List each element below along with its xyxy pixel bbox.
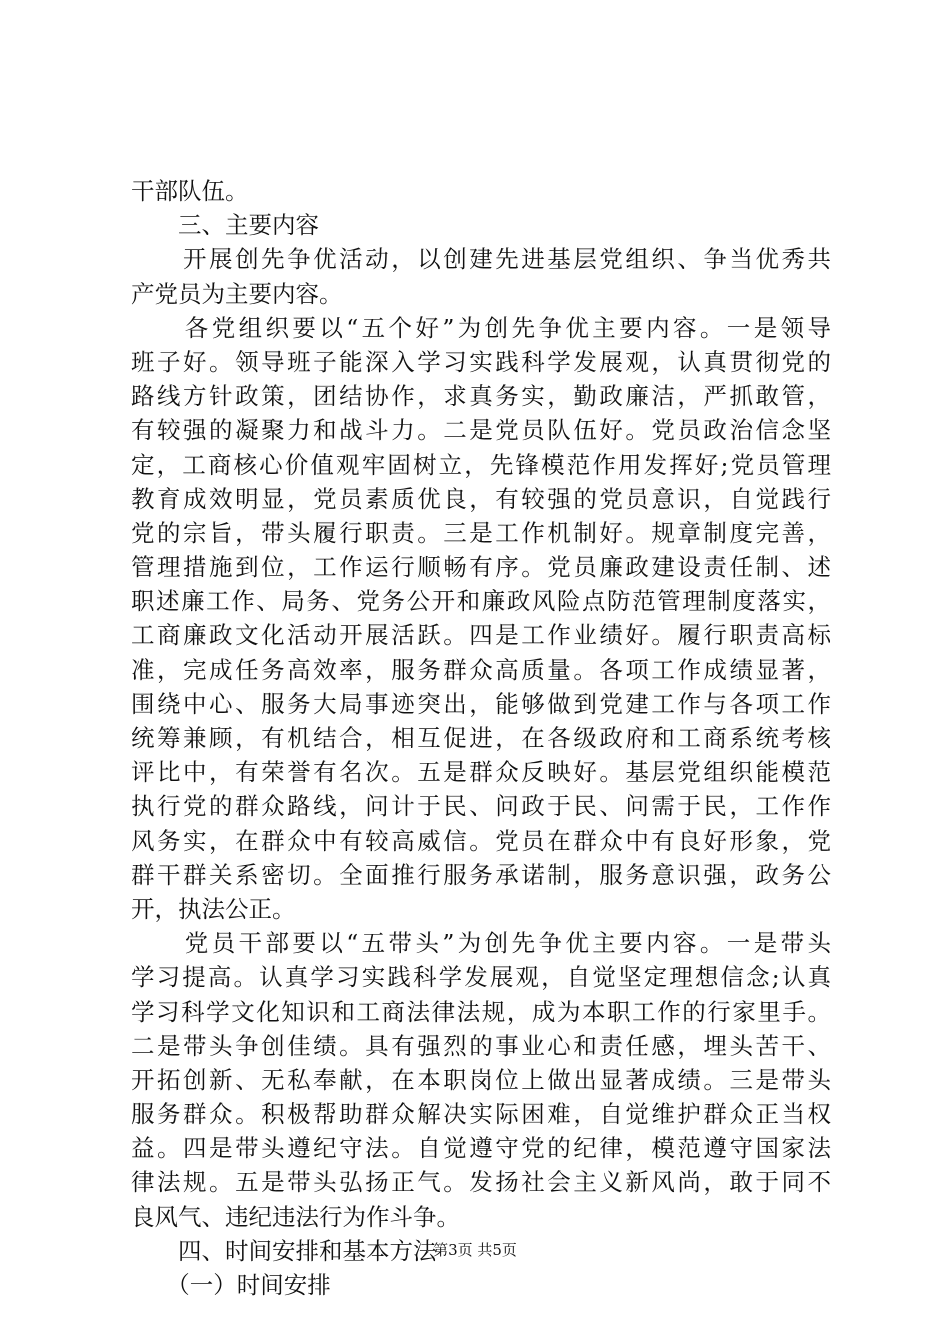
text-line: 统筹兼顾，有机结合，相互促进，在各级政府和工商系统考核 [131,724,831,752]
text-line: 学习科学文化知识和工商法律法规，成为本职工作的行家里手。 [131,997,831,1026]
text-line: 管理措施到位，工作运行顺畅有序。党员廉政建设责任制、述 [131,553,831,582]
text-line: 有较强的凝聚力和战斗力。二是党员队伍好。党员政治信念坚 [131,416,831,445]
text-line: 二是带头争创佳绩。具有强烈的事业心和责任感，埋头苦干、 [131,1031,831,1060]
page-footer [0,1240,950,1260]
text-line: 定，工商核心价值观牢固树立，先锋模范作用发挥好;党员管理 [131,450,831,479]
text-line: 律法规。五是带头弘扬正气。发扬社会主义新风尚，敢于同不 [131,1168,831,1197]
text-line: 良风气、违纪违法行为作斗争。 [131,1202,460,1231]
text-line: 开展创先争优活动，以创建先进基层党组织、争当优秀共 [131,245,831,274]
page-number: 第3页 共5页 [433,1241,517,1259]
text-line: 各党组织要以“五个好”为创先争优主要内容。一是领导 [131,313,831,342]
section-heading: 三、主要内容 [131,211,319,240]
text-line: 党的宗旨，带头履行职责。三是工作机制好。规章制度完善， [131,518,831,547]
subsection-heading: （一）时间安排 [131,1271,331,1299]
text-line: 开拓创新、无私奉献，在本职岗位上做出显著成绩。三是带头 [131,1065,831,1094]
text-line: 风务实，在群众中有较高威信。党员在群众中有良好形象，党 [131,826,831,855]
text-line: 执行党的群众路线，问计于民、问政于民、问需于民，工作作 [131,792,831,821]
text-line: 学习提高。认真学习实践科学发展观，自觉坚定理想信念;认真 [131,963,831,992]
section-heading: 四、时间安排和基本方法 [131,1236,437,1265]
text-line: 益。四是带头遵纪守法。自觉遵守党的纪律，模范遵守国家法 [131,1134,831,1163]
text-line: 教育成效明显，党员素质优良，有较强的党员意识，自觉践行 [131,484,831,513]
text-line: 工商廉政文化活动开展活跃。四是工作业绩好。履行职责高标 [131,621,831,650]
text-line: 产党员为主要内容。 [131,279,343,308]
text-line: 班子好。领导班子能深入学习实践科学发展观，认真贯彻党的 [131,347,831,376]
document-body [131,174,831,1302]
text-line: 准，完成任务高效率，服务群众高质量。各项工作成绩显著， [131,655,831,684]
text-line: 围绕中心、服务大局事迹突出，能够做到党建工作与各项工作 [131,689,831,718]
text-line: 职述廉工作、局务、党务公开和廉政风险点防范管理制度落实， [131,587,831,616]
text-line: 群干群关系密切。全面推行服务承诺制，服务意识强，政务公 [131,860,831,889]
text-line: 评比中，有荣誉有名次。五是群众反映好。基层党组织能模范 [131,758,831,787]
text-line: 服务群众。积极帮助群众解决实际困难，自觉维护群众正当权 [131,1100,831,1129]
text-line: 开，执法公正。 [131,894,296,923]
text-line: 路线方针政策，团结协作，求真务实，勤政廉洁，严抓敢管， [131,382,831,411]
text-line: 党员干部要以“五带头”为创先争优主要内容。一是带头 [131,929,831,958]
text-line: 干部队伍。 [131,177,249,205]
